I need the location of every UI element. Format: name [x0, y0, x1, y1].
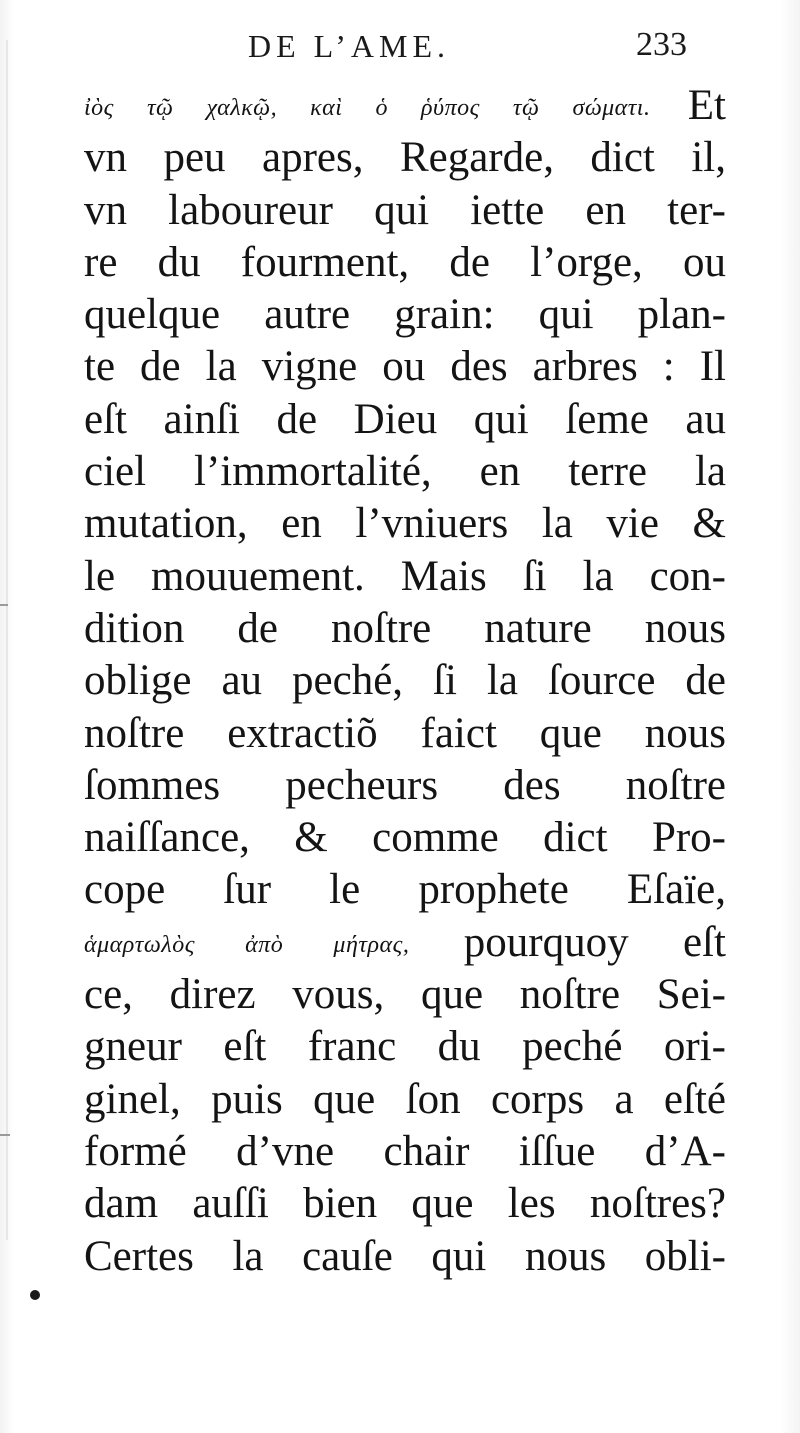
- margin-tick: [0, 1134, 10, 1136]
- body-text: [84, 80, 726, 1283]
- text-line-10: le mouuement. Mais ſi la con-: [84, 552, 726, 600]
- text-line-9: mutation, en l’vniuers la vie &: [84, 500, 726, 548]
- text-line-11: dition de noſtre nature nous: [84, 604, 726, 652]
- text-line-18: ce, direz vous, que noſtre Sei-: [84, 971, 726, 1019]
- text-line-12: oblige au peché, ſi la ſource de: [84, 657, 726, 705]
- text-line-20: ginel, puis que ſon corps a eſté: [84, 1075, 726, 1123]
- greek-quotation: ἁμαρτωλὸς ἀπὸ μήτρας,: [84, 931, 410, 958]
- ink-blot: [30, 1290, 40, 1300]
- text-line-17: [84, 917, 726, 969]
- text-line-14: ſommes pecheurs des noſtre: [84, 761, 726, 809]
- text-line-8: ciel l’immortalité, en terre la: [84, 448, 726, 496]
- text-line-1-latin: Et: [687, 82, 726, 129]
- text-line-21: formé d’vne chair iſſue d’A-: [84, 1127, 726, 1175]
- page-edge-shadow: [6, 40, 8, 1240]
- running-head: DE L’AME.: [248, 28, 451, 64]
- margin-tick: [0, 604, 8, 606]
- page-number: 233: [636, 26, 687, 63]
- text-line-2: vn peu apres, Regarde, dict il,: [84, 134, 726, 182]
- text-line-1: [84, 80, 726, 132]
- text-line-16: cope ſur le prophete Eſaïe,: [84, 866, 726, 914]
- text-line-13: noſtre extractiõ faict que nous: [84, 709, 726, 757]
- text-line-23: Certes la cauſe qui nous obli-: [84, 1232, 726, 1280]
- text-line-15: naiſſance, & comme dict Pro-: [84, 814, 726, 862]
- text-line-3: vn laboureur qui iette en ter-: [84, 186, 726, 234]
- text-line-22: dam auſſi bien que les noſtres?: [84, 1180, 726, 1228]
- text-line-5: quelque autre grain: qui plan-: [84, 291, 726, 339]
- text-line-7: eſt ainſi de Dieu qui ſeme au: [84, 395, 726, 443]
- text-line-17-latin: pourquoy eſt: [463, 918, 726, 966]
- text-line-6: te de la vigne ou des arbres : Il: [84, 343, 726, 391]
- text-line-4: re du fourment, de l’orge, ou: [84, 238, 726, 286]
- greek-quotation: ἰὸς τῷ χαλκῷ, καὶ ὁ ῥύπος τῷ σώματι.: [84, 95, 651, 121]
- text-line-19: gneur eſt franc du peché ori-: [84, 1023, 726, 1071]
